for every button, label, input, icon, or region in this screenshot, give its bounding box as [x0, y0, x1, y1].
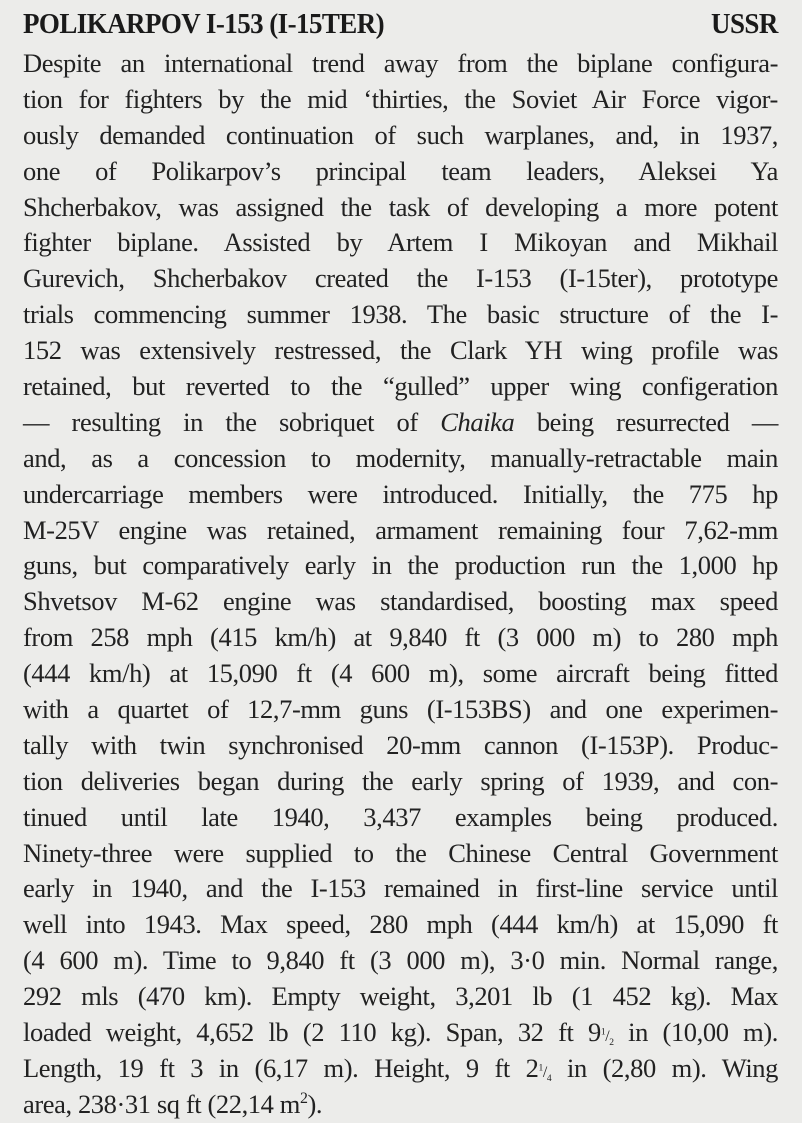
fraction: $^1/_2$: [600, 1026, 614, 1049]
text-line: fighter biplane. Assisted by Artem I Mikoyan and Mikhail: [23, 227, 778, 258]
text-line: (444 km/h) at 15,090 ft (4 600 m), some aircraft being fitted: [23, 658, 778, 689]
text-line: Shcherbakov, was assigned the task of developing a more potent: [23, 191, 778, 222]
text-line: one of Polikarpov’s principal team leaders, Aleksei Ya: [23, 155, 778, 186]
text-line: tally with twin synchronised 20-mm cannon (I-153P). Produc-: [23, 729, 778, 760]
text-line: Despite an international trend away from the biplane configura-: [23, 48, 778, 78]
article: [23, 8, 778, 1123]
text-line: from 258 mph (415 km/h) at 9,840 ft (3 000 m) to 280 mph: [23, 622, 778, 653]
italic-term: Chaika: [440, 406, 515, 437]
article-header: [23, 8, 778, 46]
text-line: with a quartet of 12,7-mm guns (I-153BS) and one experimen-: [23, 694, 778, 725]
superscript: 2: [299, 1090, 308, 1107]
text-line: area, 238·31 sq ft (22,14 $m^2$).: [23, 1088, 323, 1119]
text-line: early in 1940, and the I-153 remained in first-line service until: [23, 873, 778, 904]
article-body: [23, 46, 778, 1123]
text-line: well into 1943. Max speed, 280 mph (444 km/h) at 15,090 ft: [23, 909, 778, 940]
text-line: Shvetsov M-62 engine was standardised, boosting max speed: [23, 586, 778, 617]
text-line: guns, but comparatively early in the production run the 1,000 hp: [23, 550, 778, 581]
country-label: USSR: [711, 8, 778, 40]
article-title: POLIKARPOV I-153 (I-15TER): [23, 8, 385, 40]
text-line: 152 was extensively restressed, the Clark YH wing profile was: [23, 335, 778, 366]
text-line: tinued until late 1940, 3,437 examples being produced.: [23, 801, 778, 832]
text-line: and, as a concession to modernity, manually-retractable main: [23, 442, 778, 473]
text-line: — resulting in the sobriquet of Chaika being resurrected —: [23, 406, 778, 437]
text-line: 292 mls (470 km). Empty weight, 3,201 lb (1 452 kg). Max: [23, 981, 778, 1012]
text-line: (4 600 m). Time to 9,840 ft (3 000 m), 3·0 min. Normal range,: [23, 945, 778, 976]
text-line: trials commencing summer 1938. The basic structure of the I-: [23, 299, 778, 330]
fraction: $^1/_4$: [538, 1062, 552, 1085]
text-line: tion deliveries began during the early spring of 1939, and con-: [23, 765, 778, 796]
text-line: loaded weight, 4,652 lb (2 110 kg). Span, 32 ft $9^1/_2$ in (10,00 m).: [23, 1017, 778, 1049]
text-line: Ninety-three were supplied to the Chinese Central Government: [23, 837, 778, 868]
text-line: M-25V engine was retained, armament remaining four 7,62-mm: [23, 514, 778, 545]
text-line: Gurevich, Shcherbakov created the I-153 (I-15ter), prototype: [23, 263, 778, 294]
text-line: undercarriage members were introduced. Initially, the 775 hp: [23, 478, 778, 509]
text-line: ously demanded continuation of such warplanes, and, in 1937,: [23, 119, 778, 150]
text-line: tion for fighters by the mid ‘thirties, the Soviet Air Force vigor-: [23, 83, 778, 114]
text-line: Length, 19 ft 3 in (6,17 m). Height, 9 ft $2^1/_4$ in (2,80 m). Wing: [23, 1052, 778, 1085]
text-line: retained, but reverted to the “gulled” upper wing configeration: [23, 371, 778, 402]
